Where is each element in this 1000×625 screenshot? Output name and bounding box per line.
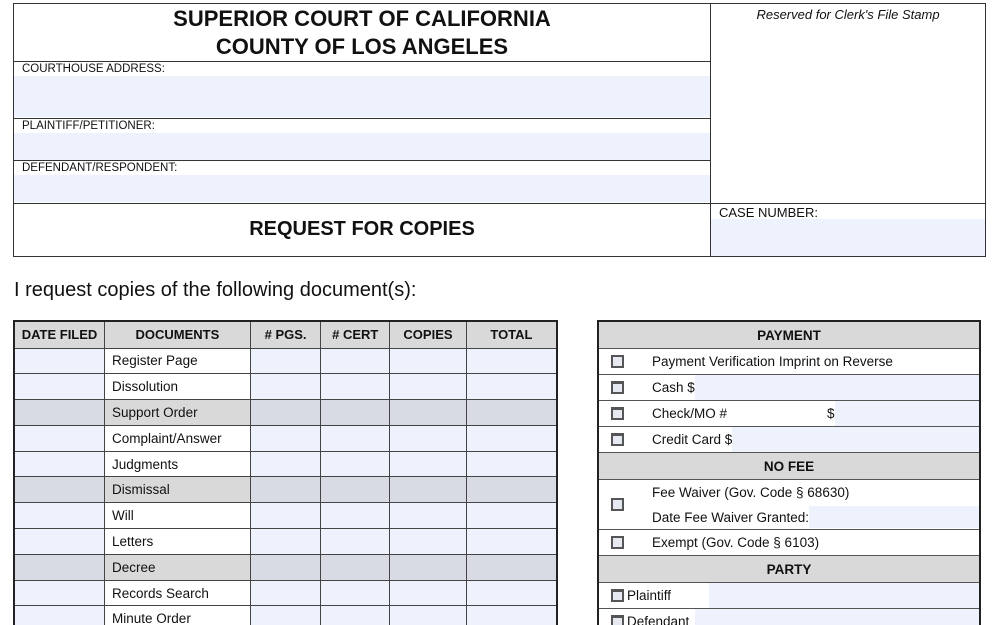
case-number-label: CASE NUMBER: [711, 204, 985, 219]
checkbox-credit-card[interactable] [611, 433, 624, 446]
plaintiff-section [14, 118, 710, 161]
document-name: Minute Order [105, 606, 251, 625]
defendant-field[interactable] [14, 175, 710, 202]
party-option-defendant [599, 609, 979, 625]
document-name: Records Search [105, 580, 251, 606]
plaintiff-party-field[interactable] [709, 583, 979, 608]
pages-input[interactable] [250, 529, 321, 555]
case-number-section [711, 203, 985, 256]
date-filed-input[interactable] [14, 374, 105, 400]
fee-waiver-label: Fee Waiver (Gov. Code § 68630) [652, 485, 850, 500]
total-input[interactable] [466, 477, 557, 503]
copies-input[interactable] [390, 374, 467, 400]
defendant-section [14, 160, 710, 203]
payment-panel [597, 320, 981, 625]
payment-option-verification [599, 349, 979, 375]
copies-input[interactable] [390, 425, 467, 451]
check-amount-field[interactable] [835, 401, 979, 426]
cert-input[interactable] [321, 580, 390, 606]
case-caption-box [13, 3, 711, 257]
document-name: Complaint/Answer [105, 425, 251, 451]
clerk-stamp-box [710, 3, 986, 257]
document-name: Will [105, 503, 251, 529]
defendant-party-field[interactable] [695, 609, 979, 625]
column-header-copies: COPIES [390, 321, 467, 348]
check-amount-label: $ [827, 406, 835, 421]
document-name: Dismissal [105, 477, 251, 503]
payment-verification-label: Payment Verification Imprint on Reverse [652, 354, 893, 369]
payment-option-cash [599, 375, 979, 401]
copies-input[interactable] [390, 477, 467, 503]
payment-header: PAYMENT [599, 322, 979, 349]
document-name: Letters [105, 529, 251, 555]
copies-input[interactable] [390, 580, 467, 606]
copies-input[interactable] [390, 348, 467, 374]
table-row [14, 554, 557, 580]
party-option-plaintiff [599, 583, 979, 609]
total-input[interactable] [466, 580, 557, 606]
payment-option-check [599, 401, 979, 427]
cert-input[interactable] [321, 529, 390, 555]
copies-input[interactable] [390, 451, 467, 477]
courthouse-address-section [14, 61, 710, 118]
checkbox-payment-verification[interactable] [611, 355, 624, 368]
cash-label: Cash $ [652, 380, 695, 395]
pages-input[interactable] [250, 451, 321, 477]
column-header-total: TOTAL [466, 321, 557, 348]
pages-input[interactable] [250, 554, 321, 580]
table-row [14, 451, 557, 477]
cert-input[interactable] [321, 477, 390, 503]
column-header-cert: # CERT [321, 321, 390, 348]
column-header-date-filed: DATE FILED [14, 321, 105, 348]
cert-input[interactable] [321, 451, 390, 477]
plaintiff-party-label: Plaintiff [627, 588, 672, 603]
cert-input[interactable] [321, 606, 390, 625]
total-input[interactable] [466, 529, 557, 555]
cert-input[interactable] [321, 400, 390, 426]
copies-input[interactable] [390, 503, 467, 529]
column-header-pages: # PGS. [250, 321, 321, 348]
cert-input[interactable] [321, 554, 390, 580]
total-input[interactable] [466, 451, 557, 477]
case-number-field[interactable] [711, 219, 985, 256]
pages-input[interactable] [250, 374, 321, 400]
copies-input[interactable] [390, 554, 467, 580]
courthouse-address-field[interactable] [14, 76, 710, 117]
no-fee-header: NO FEE [599, 453, 979, 480]
total-input[interactable] [466, 425, 557, 451]
date-filed-input[interactable] [14, 348, 105, 374]
table-row [14, 425, 557, 451]
pages-input[interactable] [250, 580, 321, 606]
pages-input[interactable] [250, 606, 321, 625]
pages-input[interactable] [250, 477, 321, 503]
checkbox-cash[interactable] [611, 381, 624, 394]
table-row [14, 503, 557, 529]
cash-amount-field[interactable] [695, 375, 979, 400]
table-row [14, 606, 557, 625]
checkbox-exempt[interactable] [611, 536, 624, 549]
total-input[interactable] [466, 348, 557, 374]
party-header: PARTY [599, 556, 979, 583]
cert-input[interactable] [321, 503, 390, 529]
credit-card-amount-field[interactable] [732, 427, 979, 452]
table-row [14, 400, 557, 426]
cert-input[interactable] [321, 348, 390, 374]
form-title: REQUEST FOR COPIES [249, 218, 475, 240]
check-mo-label: Check/MO # [652, 406, 728, 421]
exempt-option [599, 530, 979, 556]
document-name: Dissolution [105, 374, 251, 400]
courthouse-address-label: COURTHOUSE ADDRESS: [14, 62, 710, 76]
court-name-line1: SUPERIOR COURT OF CALIFORNIA [173, 6, 551, 31]
checkbox-check-mo[interactable] [611, 407, 624, 420]
date-filed-input[interactable] [14, 580, 105, 606]
copies-input[interactable] [390, 400, 467, 426]
clerk-stamp-label: Reserved for Clerk's File Stamp [756, 7, 940, 22]
copies-input[interactable] [390, 529, 467, 555]
pages-input[interactable] [250, 425, 321, 451]
cert-input[interactable] [321, 374, 390, 400]
cert-input[interactable] [321, 425, 390, 451]
document-name: Support Order [105, 400, 251, 426]
date-filed-input[interactable] [14, 451, 105, 477]
defendant-party-label: Defendant [627, 614, 690, 625]
checkbox-fee-waiver[interactable] [611, 498, 624, 511]
date-filed-input[interactable] [14, 503, 105, 529]
document-name: Register Page [105, 348, 251, 374]
check-number-field[interactable] [727, 401, 827, 426]
total-input[interactable] [466, 400, 557, 426]
fee-waiver-date-field[interactable] [809, 506, 979, 528]
checkbox-plaintiff[interactable] [611, 589, 624, 602]
table-row [14, 374, 557, 400]
date-filed-input[interactable] [14, 554, 105, 580]
payment-option-credit-card [599, 427, 979, 453]
document-name: Judgments [105, 451, 251, 477]
table-row [14, 580, 557, 606]
plaintiff-label: PLAINTIFF/PETITIONER: [14, 119, 710, 133]
date-filed-input[interactable] [14, 425, 105, 451]
fee-waiver-date-label: Date Fee Waiver Granted: [652, 509, 810, 525]
total-input[interactable] [466, 606, 557, 625]
plaintiff-field[interactable] [14, 133, 710, 160]
date-filed-input[interactable] [14, 400, 105, 426]
date-filed-input[interactable] [14, 477, 105, 503]
documents-table-header [14, 321, 557, 348]
defendant-label: DEFENDANT/RESPONDENT: [14, 161, 710, 175]
table-row [14, 477, 557, 503]
pages-input[interactable] [250, 400, 321, 426]
fee-waiver-option [599, 480, 979, 530]
document-name: Decree [105, 554, 251, 580]
credit-card-label: Credit Card $ [652, 432, 733, 447]
intro-text: I request copies of the following document(s): [14, 279, 417, 301]
date-filed-input[interactable] [14, 529, 105, 555]
total-input[interactable] [466, 374, 557, 400]
total-input[interactable] [466, 554, 557, 580]
documents-table [13, 320, 558, 625]
pages-input[interactable] [250, 348, 321, 374]
date-filed-input[interactable] [14, 606, 105, 625]
column-header-documents: DOCUMENTS [105, 321, 251, 348]
court-name-line2: COUNTY OF LOS ANGELES [215, 34, 509, 59]
total-input[interactable] [466, 503, 557, 529]
table-row [14, 529, 557, 555]
table-row [14, 348, 557, 374]
exempt-label: Exempt (Gov. Code § 6103) [652, 535, 820, 550]
copies-input[interactable] [390, 606, 467, 625]
checkbox-defendant[interactable] [611, 615, 624, 625]
pages-input[interactable] [250, 503, 321, 529]
